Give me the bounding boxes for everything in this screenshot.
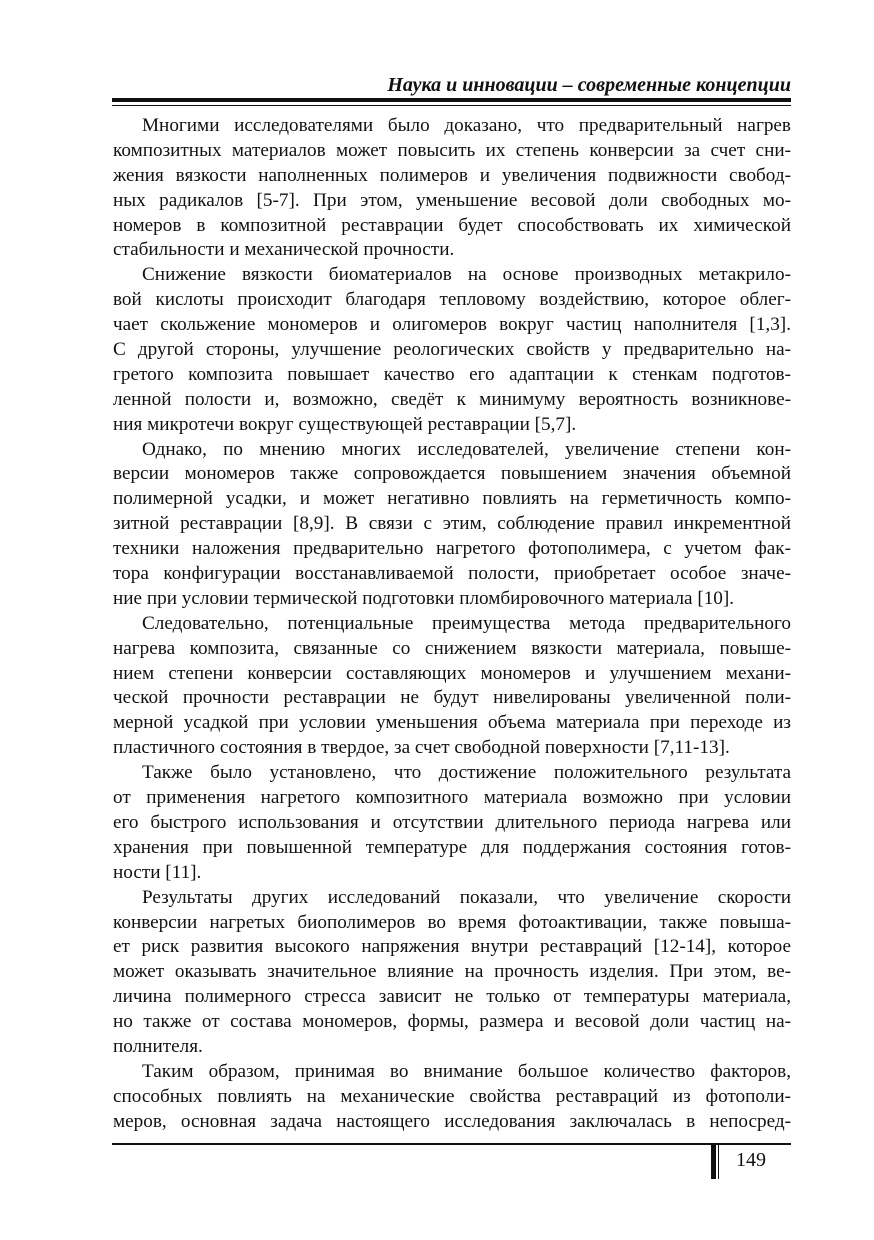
paragraph bbox=[113, 612, 791, 761]
text-line: может оказывать значительное влияние на прочность изделия. При этом, ве- bbox=[113, 961, 791, 983]
header-rule-thick bbox=[112, 98, 791, 102]
text-line: ных радикалов [5-7]. При этом, уменьшение весовой доли свободных мо- bbox=[113, 189, 791, 211]
text-line: Многими исследователями было доказано, что предварительный нагрев bbox=[142, 115, 791, 136]
paragraph bbox=[113, 114, 791, 263]
paragraph bbox=[113, 438, 791, 612]
paragraph bbox=[113, 1060, 791, 1135]
text-line: мерной усадкой при условии уменьшения объема материала при переходе из bbox=[113, 712, 791, 734]
text-line: ленной полости и, возможно, сведёт к минимуму вероятность возникнове- bbox=[113, 388, 791, 410]
text-line: ние при условии термической подготовки пломбировочного материала [10]. bbox=[113, 587, 735, 609]
text-line: конверсии нагретых биополимеров во время фотоактивации, также повыша- bbox=[113, 911, 791, 933]
text-line: версии мономеров также сопровождается повышением значения объемной bbox=[113, 463, 791, 485]
text-line: тора конфигурации восстанавливаемой полости, приобретает особое значе- bbox=[113, 563, 791, 585]
text-line: Следовательно, потенциальные преимущества метода предварительного bbox=[142, 612, 791, 634]
paragraph bbox=[113, 886, 791, 1060]
text-line: его быстрого использования и отсутствии длительного периода нагрева или bbox=[113, 811, 791, 833]
paragraph bbox=[113, 761, 791, 885]
text-line: ности [11]. bbox=[113, 861, 202, 883]
text-line: ет риск развития высокого напряжения внутри реставраций [12-14], которое bbox=[113, 936, 791, 958]
text-line: вой кислоты происходит благодаря тепловому воздействию, которое облег- bbox=[113, 289, 791, 311]
running-title: Наука и инновации – современные концепции bbox=[387, 74, 791, 96]
text-line: номеров в композитной реставрации будет способствовать их химической bbox=[113, 214, 791, 236]
text-line: Также было установлено, что достижение положительного результата bbox=[142, 762, 791, 784]
page-number: 149 bbox=[736, 1149, 766, 1171]
text-line: полнителя. bbox=[113, 1035, 203, 1057]
text-line: техники наложения предварительно нагретого фотополимера, с учетом фак- bbox=[113, 538, 791, 560]
text-line: С другой стороны, улучшение реологических свойств у предварительно на- bbox=[113, 339, 791, 361]
footer-rule bbox=[112, 1143, 791, 1145]
text-line: композитных материалов может повысить их степень конверсии за счет сни- bbox=[113, 139, 791, 161]
text-line: полимерной усадки, и может негативно повлиять на герметичность компо- bbox=[113, 488, 791, 510]
text-line: ческой прочности реставрации не будут нивелированы увеличенной поли- bbox=[113, 687, 791, 709]
footer-bar-thick bbox=[711, 1143, 716, 1179]
text-line: Таким образом, принимая во внимание большое количество факторов, bbox=[142, 1060, 791, 1082]
text-line: способных повлиять на механические свойства реставраций из фотополи- bbox=[113, 1085, 791, 1107]
text-line: жения вязкости наполненных полимеров и увеличения подвижности свобод- bbox=[113, 164, 791, 186]
text-line: от применения нагретого композитного материала возможно при условии bbox=[113, 787, 791, 809]
paragraph bbox=[113, 263, 791, 437]
text-line: нием степени конверсии составляющих мономеров и улучшением механи- bbox=[113, 662, 791, 684]
header-rule-thin bbox=[112, 105, 791, 106]
footer-bar-thin bbox=[718, 1143, 719, 1179]
text-line: Однако, по мнению многих исследователей, увеличение степени кон- bbox=[142, 438, 791, 460]
text-line: Результаты других исследований показали, что увеличение скорости bbox=[142, 886, 791, 908]
text-line: пластичного состояния в твердое, за счет свободной поверхности [7,11-13]. bbox=[113, 737, 730, 759]
body-text bbox=[113, 114, 791, 1135]
text-line: стабильности и механической прочности. bbox=[113, 239, 455, 261]
text-line: Снижение вязкости биоматериалов на основе производных метакрило- bbox=[142, 264, 791, 286]
text-line: личина полимерного стресса зависит не только от температуры материала, bbox=[113, 986, 791, 1008]
text-line: нагрева композита, связанные со снижением вязкости материала, повыше- bbox=[113, 637, 791, 659]
text-line: гретого композита повышает качество его адаптации к стенкам подготов- bbox=[113, 363, 791, 385]
text-line: зитной реставрации [8,9]. В связи с этим, соблюдение правил инкрементной bbox=[113, 513, 791, 535]
text-line: чает скольжение мономеров и олигомеров вокруг частиц наполнителя [1,3]. bbox=[113, 314, 791, 336]
text-line: ния микротечи вокруг существующей реставрации [5,7]. bbox=[113, 413, 577, 435]
text-line: меров, основная задача настоящего исследования заключалась в непосред- bbox=[113, 1110, 791, 1132]
text-line: хранения при повышенной температуре для поддержания состояния готов- bbox=[113, 836, 791, 858]
text-line: но также от состава мономеров, формы, размера и весовой доли частиц на- bbox=[113, 1011, 791, 1033]
